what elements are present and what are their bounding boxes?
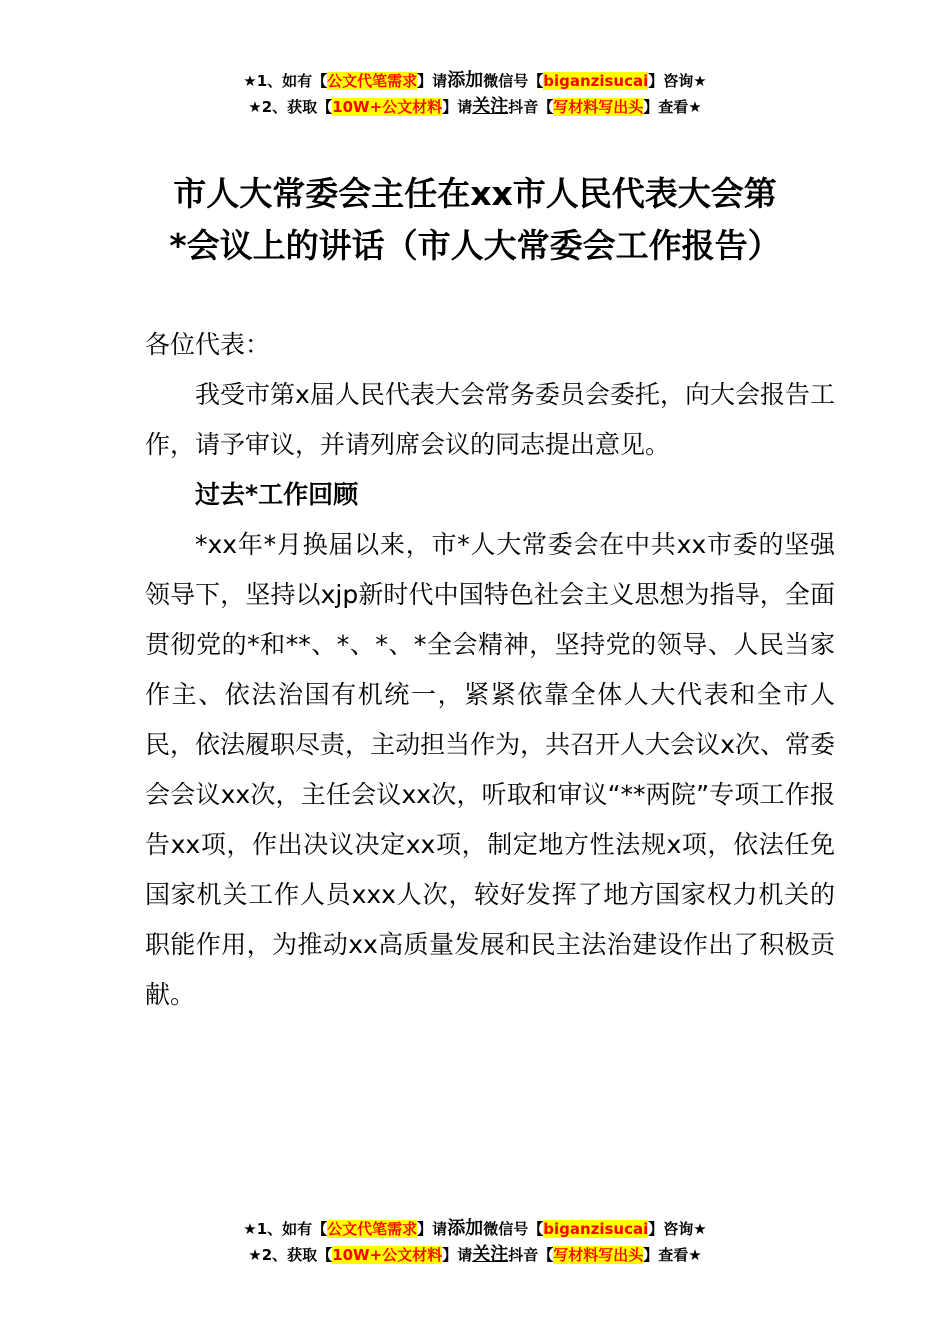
banner-line-2 xyxy=(0,1242,950,1268)
highlight-wechat-id: biganzisucai xyxy=(543,72,649,90)
paragraph-review: *xx年*月换届以来，市*人大常委会在中共xx市委的坚强领导下，坚持以xjp新时代中国特色社会主义思想为指导，全面贯彻党的*和**、*、*、*全会精神，坚持党的领导、人民当家作主、依法治国有机统一，紧紧依靠全体人大代表和全市人民，依法履职尽责，主动担当作为，共召开人大会议x次、常委会会议xx次，主任会议xx次，听取和审议“**两院”专项工作报告xx项，作出决议决定xx项，制定地方性法规x项，依法任免国家机关工作人员xxx人次，较好发挥了地方国家权力机关的职能作用，为推动xx高质量发展和民主法治建设作出了积极贡献。 xyxy=(145,530,835,1009)
banner-text: 2、获取【 xyxy=(261,98,333,116)
bottom-banner xyxy=(0,1216,950,1268)
document-body xyxy=(145,320,835,1020)
title-line-2: *会议上的讲话（市人大常委会工作报告） xyxy=(169,226,781,265)
highlight-wechat-id: biganzisucai xyxy=(543,1220,649,1238)
banner-text: 抖音【 xyxy=(508,98,554,116)
banner-text: 微信号【 xyxy=(483,1220,544,1238)
banner-emphasis: 添加 xyxy=(447,70,484,91)
star-icon: ★ xyxy=(248,98,262,116)
banner-line-1 xyxy=(0,68,950,94)
title-line-1: 市人大常委会主任在xx市人民代表大会第 xyxy=(173,174,777,213)
paragraph-intro: 我受市第x届人民代表大会常务委员会委托，向大会报告工作，请予审议，并请列席会议的同志提出意见。 xyxy=(145,380,835,459)
banner-line-2 xyxy=(0,94,950,120)
banner-text: 】请 xyxy=(442,1246,473,1264)
banner-text: 】查看★ xyxy=(643,1246,702,1264)
highlight-service: 公文代笔需求 xyxy=(327,72,418,90)
banner-emphasis: 添加 xyxy=(447,1218,484,1239)
highlight-materials: 10W+公文材料 xyxy=(332,98,443,116)
highlight-materials: 10W+公文材料 xyxy=(332,1246,443,1264)
banner-text: 微信号【 xyxy=(483,72,544,90)
document-title xyxy=(140,168,810,272)
top-banner xyxy=(0,68,950,120)
banner-text: 】咨询★ xyxy=(648,1220,707,1238)
section-heading: 过去*工作回顾 xyxy=(195,480,359,509)
highlight-douyin-id: 写材料写出头 xyxy=(553,98,644,116)
banner-text: 】请 xyxy=(417,72,448,90)
star-icon: ★ xyxy=(248,1246,262,1264)
banner-emphasis: 关注 xyxy=(472,1244,509,1265)
banner-text: 1、如有【 xyxy=(256,72,328,90)
star-icon: ★ xyxy=(243,72,257,90)
highlight-douyin-id: 写材料写出头 xyxy=(553,1246,644,1264)
salutation: 各位代表： xyxy=(145,330,271,359)
banner-text: 2、获取【 xyxy=(261,1246,333,1264)
banner-text: 1、如有【 xyxy=(256,1220,328,1238)
banner-text: 】查看★ xyxy=(643,98,702,116)
star-icon: ★ xyxy=(243,1220,257,1238)
highlight-service: 公文代笔需求 xyxy=(327,1220,418,1238)
banner-text: 】请 xyxy=(417,1220,448,1238)
banner-text: 】咨询★ xyxy=(648,72,707,90)
banner-emphasis: 关注 xyxy=(472,96,509,117)
banner-text: 抖音【 xyxy=(508,1246,554,1264)
banner-line-1 xyxy=(0,1216,950,1242)
banner-text: 】请 xyxy=(442,98,473,116)
